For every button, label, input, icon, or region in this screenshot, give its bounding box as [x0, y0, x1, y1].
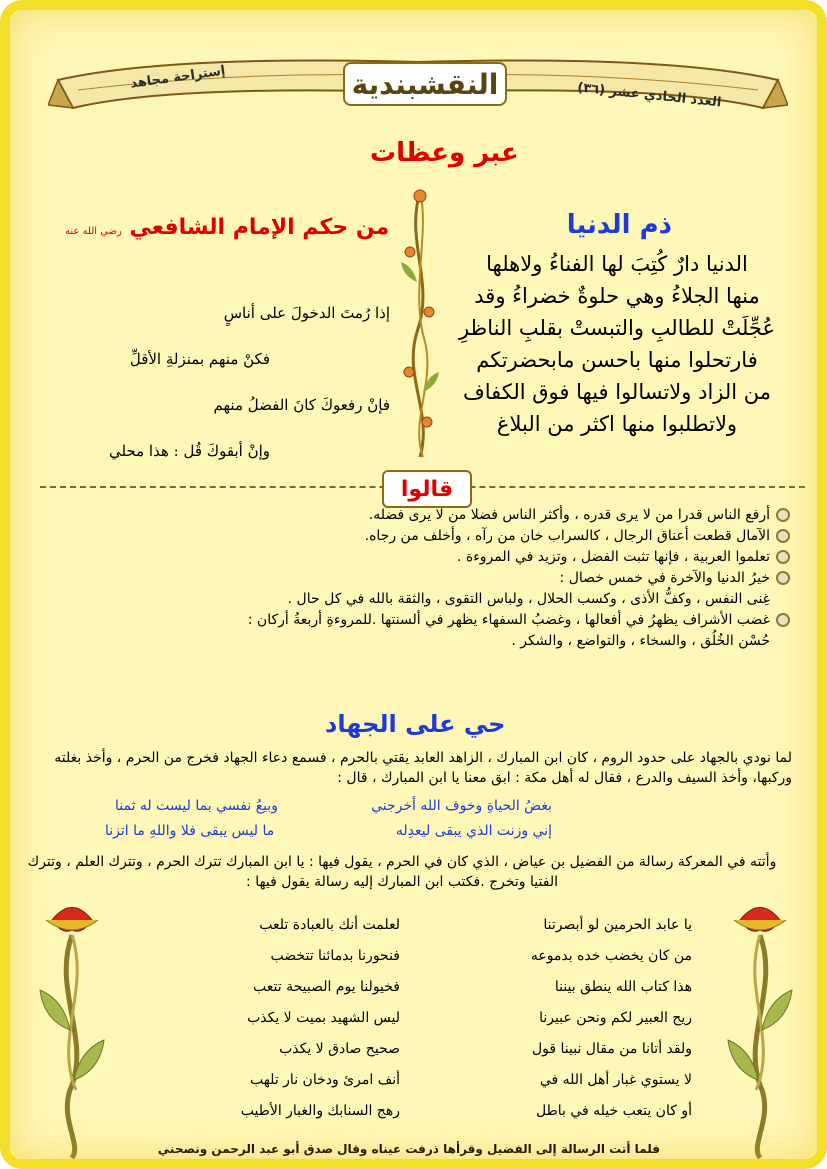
poem-line: فنحورنا بدمائنا تتخضب — [270, 948, 400, 964]
dunya-line: ولاتطلبوا منها اكثر من البلاغ — [496, 412, 738, 436]
jihad-para2: وأتته في المعركة رسالة من الفضيل بن عياض ، الذي كان في الحرم ، يقول فيها : يا ابن المبارك تترك الحرم ، وتترك العلم ، وتترك الفتيا وتخرج .فكتب ابن المبارك إليه رسالة يقول فيها : — [27, 854, 777, 890]
poem-line: وإنْ أبقوكَ قُل : هذا محلي — [108, 442, 270, 460]
jihad-title: حي على الجهاد — [325, 710, 506, 738]
verse-right: بغضُ الحياةِ وخوف الله أخرجني — [371, 798, 552, 814]
poem-line: يا عابد الحرمين لو أبصرتنا — [543, 917, 692, 933]
mubarak-poem-right — [437, 910, 692, 1127]
poem-line: فإنْ رفعوكَ كانَ الفضلُ منهم — [213, 396, 390, 414]
flower-bullet-icon — [776, 508, 790, 522]
issue-number: العدد الحادي عشر (٣٦) — [577, 80, 723, 111]
poem-line: فكنْ منهم بمنزلةِ الأقلِّ — [129, 350, 270, 368]
qalu-title: قالوا — [382, 470, 472, 508]
tulip-ornament-left — [32, 890, 112, 1160]
floral-vine-ornament — [395, 182, 445, 462]
flower-bullet-icon — [776, 550, 790, 564]
shafii-title-text: من حكم الإمام الشافعي — [129, 215, 390, 240]
dunya-line: الدنيا دارٌ كُتِبَ لها الفناءُ ولاهلها — [486, 252, 748, 276]
dunya-title: ذم الدنيا — [566, 210, 672, 240]
flower-bullet-icon — [776, 529, 790, 543]
shafii-title — [65, 215, 389, 240]
poem-line: أنف امرئ ودخان نار تلهب — [249, 1072, 400, 1088]
jihad-para1: لما نودي بالجهاد على حدود الروم ، كان ابن المبارك ، الزاهد العابد يقتي بالحرم ، فسمع دعاء الجهاد فخرج من الحرم ، وأخذ بغلته وركبها، وأخذ السيف والدرع ، فقال له أهل مكة : ابق معنا يا ابن المبارك ، قال : — [54, 750, 792, 786]
dunya-line: منها الجلاءُ وهي حلوةٌ خضراءُ وقد — [474, 284, 760, 308]
flower-bullet-icon — [776, 613, 790, 627]
mubarak-poem-left — [145, 910, 400, 1127]
list-item: الآمال قطعت أعناق الرجال ، كالسراب خان من رآه ، وأخلف من رجاه. — [17, 526, 792, 547]
shafii-poem — [40, 290, 390, 474]
closing-line: فلما أتت الرسالة إلى الفضيل وقرأها ذرفت عيناه وقال صدق أبو عبد الرحمن ونصحني — [157, 1142, 660, 1156]
poem-line: ليس الشهيد بميت لا يكذب — [247, 1010, 400, 1026]
poem-line: رهج السنابك والغبار الأطيب — [240, 1103, 400, 1119]
verse-right: إني وزنت الذي يبقى ليعدِله — [395, 823, 552, 839]
list-item: تعلموا العربية ، فإنها تثبت الفضل ، وتزيد في المروءة . — [17, 547, 792, 568]
verse-left: ما ليس يبقى فلا واللهِ ما اتزنا — [105, 823, 275, 839]
list-subitem: غِنى النفس ، وكفُّ الأذى ، وكسب الحلال ، ولباس التقوى ، والثقة بالله في كل حال . — [287, 591, 770, 607]
dunya-line: عُجِّلَتْ للطالبِ والتبستْ بقلبِ الناظرِ — [458, 316, 776, 340]
qalu-list — [17, 505, 792, 652]
poem-line: هذا كتاب الله ينطق بيننا — [554, 979, 692, 995]
poem-line: من كان يخضب خده بدموعه — [530, 948, 692, 964]
poem-line: ريح العبير لكم ونحن عبيرنا — [539, 1010, 692, 1026]
dunya-text — [442, 248, 792, 440]
magazine-title: النقشبندية — [343, 62, 507, 106]
author-name: إستراحة مجاهد — [129, 63, 227, 92]
poem-line: صحيح صادق لا يكذب — [279, 1041, 400, 1057]
poem-line: لعلمت أنك بالعبادة تلعب — [259, 917, 400, 933]
poem-line: أو كان يتعب خيله في باطل — [535, 1103, 692, 1119]
poem-line: فخيولنا يوم الصبيحة تتعب — [253, 979, 400, 995]
ibar-title: عبر وعظات — [370, 138, 519, 168]
flower-bullet-icon — [776, 571, 790, 585]
list-item: غضب الأشراف يظهرُ في أفعالها ، وغضبُ السفهاء يظهر في ألسنتها .للمروءةِ أربعةُ أركان : — [17, 610, 792, 631]
dunya-line: من الزاد ولاتسالوا فيها فوق الكفاف — [462, 380, 772, 404]
poem-line: إذا رُمتَ الدخولَ على أناسٍ — [223, 304, 390, 322]
poem-line: ولقد أتانا من مقال نبينا قول — [531, 1041, 692, 1057]
list-item: أرفع الناس قدرا من لا يرى قدره ، وأكثر الناس فضلا من لا يرى فضله. — [17, 505, 792, 526]
list-item: خيرُ الدنيا والآخرة في خمس خصال : — [17, 568, 792, 589]
honorific: رضي الله عنه — [65, 226, 122, 237]
verse-left: وبيعُ نفسي بما ليست له ثمنا — [115, 798, 278, 814]
poem-line: لا يستوي غبار أهل الله في — [539, 1072, 692, 1088]
tulip-ornament-right — [720, 890, 800, 1160]
list-subitem: حُسْن الخُلُق ، والسخاء ، والتواضع ، والشكر . — [511, 633, 770, 649]
dunya-line: فارتحلوا منها باحسن مابحضرتكم — [476, 348, 758, 372]
